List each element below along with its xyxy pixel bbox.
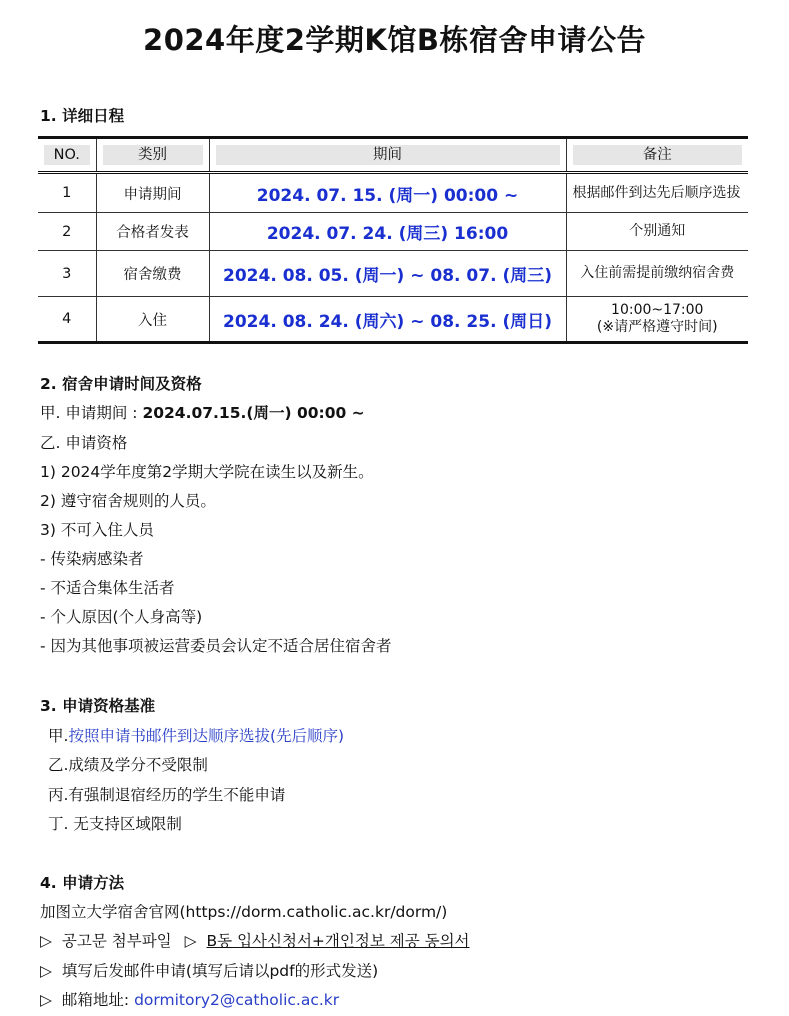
table-row — [38, 213, 748, 251]
row-note — [566, 297, 748, 343]
email-label: 邮箱地址: — [61, 991, 135, 1009]
row-note: 入住前需提前缴纳宿舍费 — [566, 251, 748, 297]
row-no: 3 — [38, 251, 96, 297]
attachment-label: 공고문 첨부파일 — [61, 932, 172, 950]
schedule-table — [38, 136, 748, 344]
official-site-line: 加图立大学宿舍官网(https://dorm.catholic.ac.kr/dorm/) — [40, 903, 448, 921]
criteria-item-4: 丁. 无支持区域限制 — [48, 815, 182, 833]
application-period-line — [40, 401, 365, 423]
criteria-item-1 — [48, 724, 344, 746]
qualification-label: 乙. 申请资格 — [40, 434, 128, 452]
col-header-no: NO. — [38, 138, 96, 173]
criteria-item-2: 乙.成绩及学分不受限制 — [48, 756, 208, 774]
triangle-icon: ▷ — [40, 962, 52, 980]
triangle-icon: ▷ — [40, 991, 52, 1009]
row-note-time: 10:00~17:00 — [611, 302, 704, 318]
row-period: 2024. 07. 24. (周三) 16:00 — [209, 213, 566, 251]
attachment-file-link[interactable]: B동 입사신청서+개인정보 제공 동의서 — [206, 932, 470, 950]
row-category: 入住 — [96, 297, 209, 343]
table-row — [38, 251, 748, 297]
row-category: 宿舍缴费 — [96, 251, 209, 297]
col-header-period: 期间 — [209, 138, 566, 173]
period-label: 甲. 申请期间 : — [40, 404, 143, 422]
table-header-row — [38, 138, 748, 173]
table-row — [38, 173, 748, 213]
list-item: - 因为其他事项被运营委员会认定不适合居住宿舍者 — [40, 637, 392, 655]
triangle-icon: ▷ — [40, 932, 52, 950]
list-item: 2) 遵守宿舍规则的人员。 — [40, 492, 216, 510]
fill-and-email-line — [40, 959, 378, 981]
col-header-category: 类别 — [96, 138, 209, 173]
list-item: 3) 不可入住人员 — [40, 521, 154, 539]
page-title: 2024年度2学期K馆B栋宿舍申请公告 — [143, 23, 646, 57]
attachment-line — [40, 929, 470, 951]
list-item: - 传染病感染者 — [40, 550, 144, 568]
row-note: 个别通知 — [566, 213, 748, 251]
list-item: - 不适合集体生活者 — [40, 579, 175, 597]
row-period: 2024. 07. 15. (周一) 00:00 ~ — [209, 173, 566, 213]
row-no: 2 — [38, 213, 96, 251]
row-category: 合格者发表 — [96, 213, 209, 251]
section2-heading: 2. 宿舍申请时间及资格 — [40, 375, 202, 393]
row-no: 4 — [38, 297, 96, 343]
email-line — [40, 988, 339, 1010]
email-link[interactable]: dormitory2@catholic.ac.kr — [134, 991, 340, 1009]
section3-heading: 3. 申请资格基准 — [40, 697, 156, 715]
triangle-icon: ▷ — [184, 932, 197, 950]
period-value: 2024.07.15.(周一) 00:00 ~ — [142, 404, 365, 422]
table-row — [38, 297, 748, 343]
list-item: - 个人原因(个人身高等) — [40, 608, 203, 626]
list-item: 1) 2024学年度第2学期大学院在读生以及新生。 — [40, 463, 374, 481]
row-no: 1 — [38, 173, 96, 213]
row-note-warning: (※请严格遵守时间) — [596, 319, 718, 335]
row-category: 申请期间 — [96, 173, 209, 213]
col-header-note: 备注 — [566, 138, 748, 173]
row-period: 2024. 08. 24. (周六) ~ 08. 25. (周日) — [209, 297, 566, 343]
row-note: 根据邮件到达先后顺序选拔 — [566, 173, 748, 213]
criteria-item-3: 丙.有强制退宿经历的学生不能申请 — [48, 786, 286, 804]
fill-instructions: 填写后发邮件申请(填写后请以pdf的形式发送) — [61, 962, 379, 980]
criteria-item-1-prefix: 甲. — [48, 727, 69, 745]
criteria-item-1-text: 按照申请书邮件到达顺序选拔(先后顺序) — [68, 727, 345, 745]
row-period: 2024. 08. 05. (周一) ~ 08. 07. (周三) — [209, 251, 566, 297]
section4-heading: 4. 申请方法 — [40, 874, 125, 892]
section1-heading: 1. 详细日程 — [40, 107, 125, 125]
